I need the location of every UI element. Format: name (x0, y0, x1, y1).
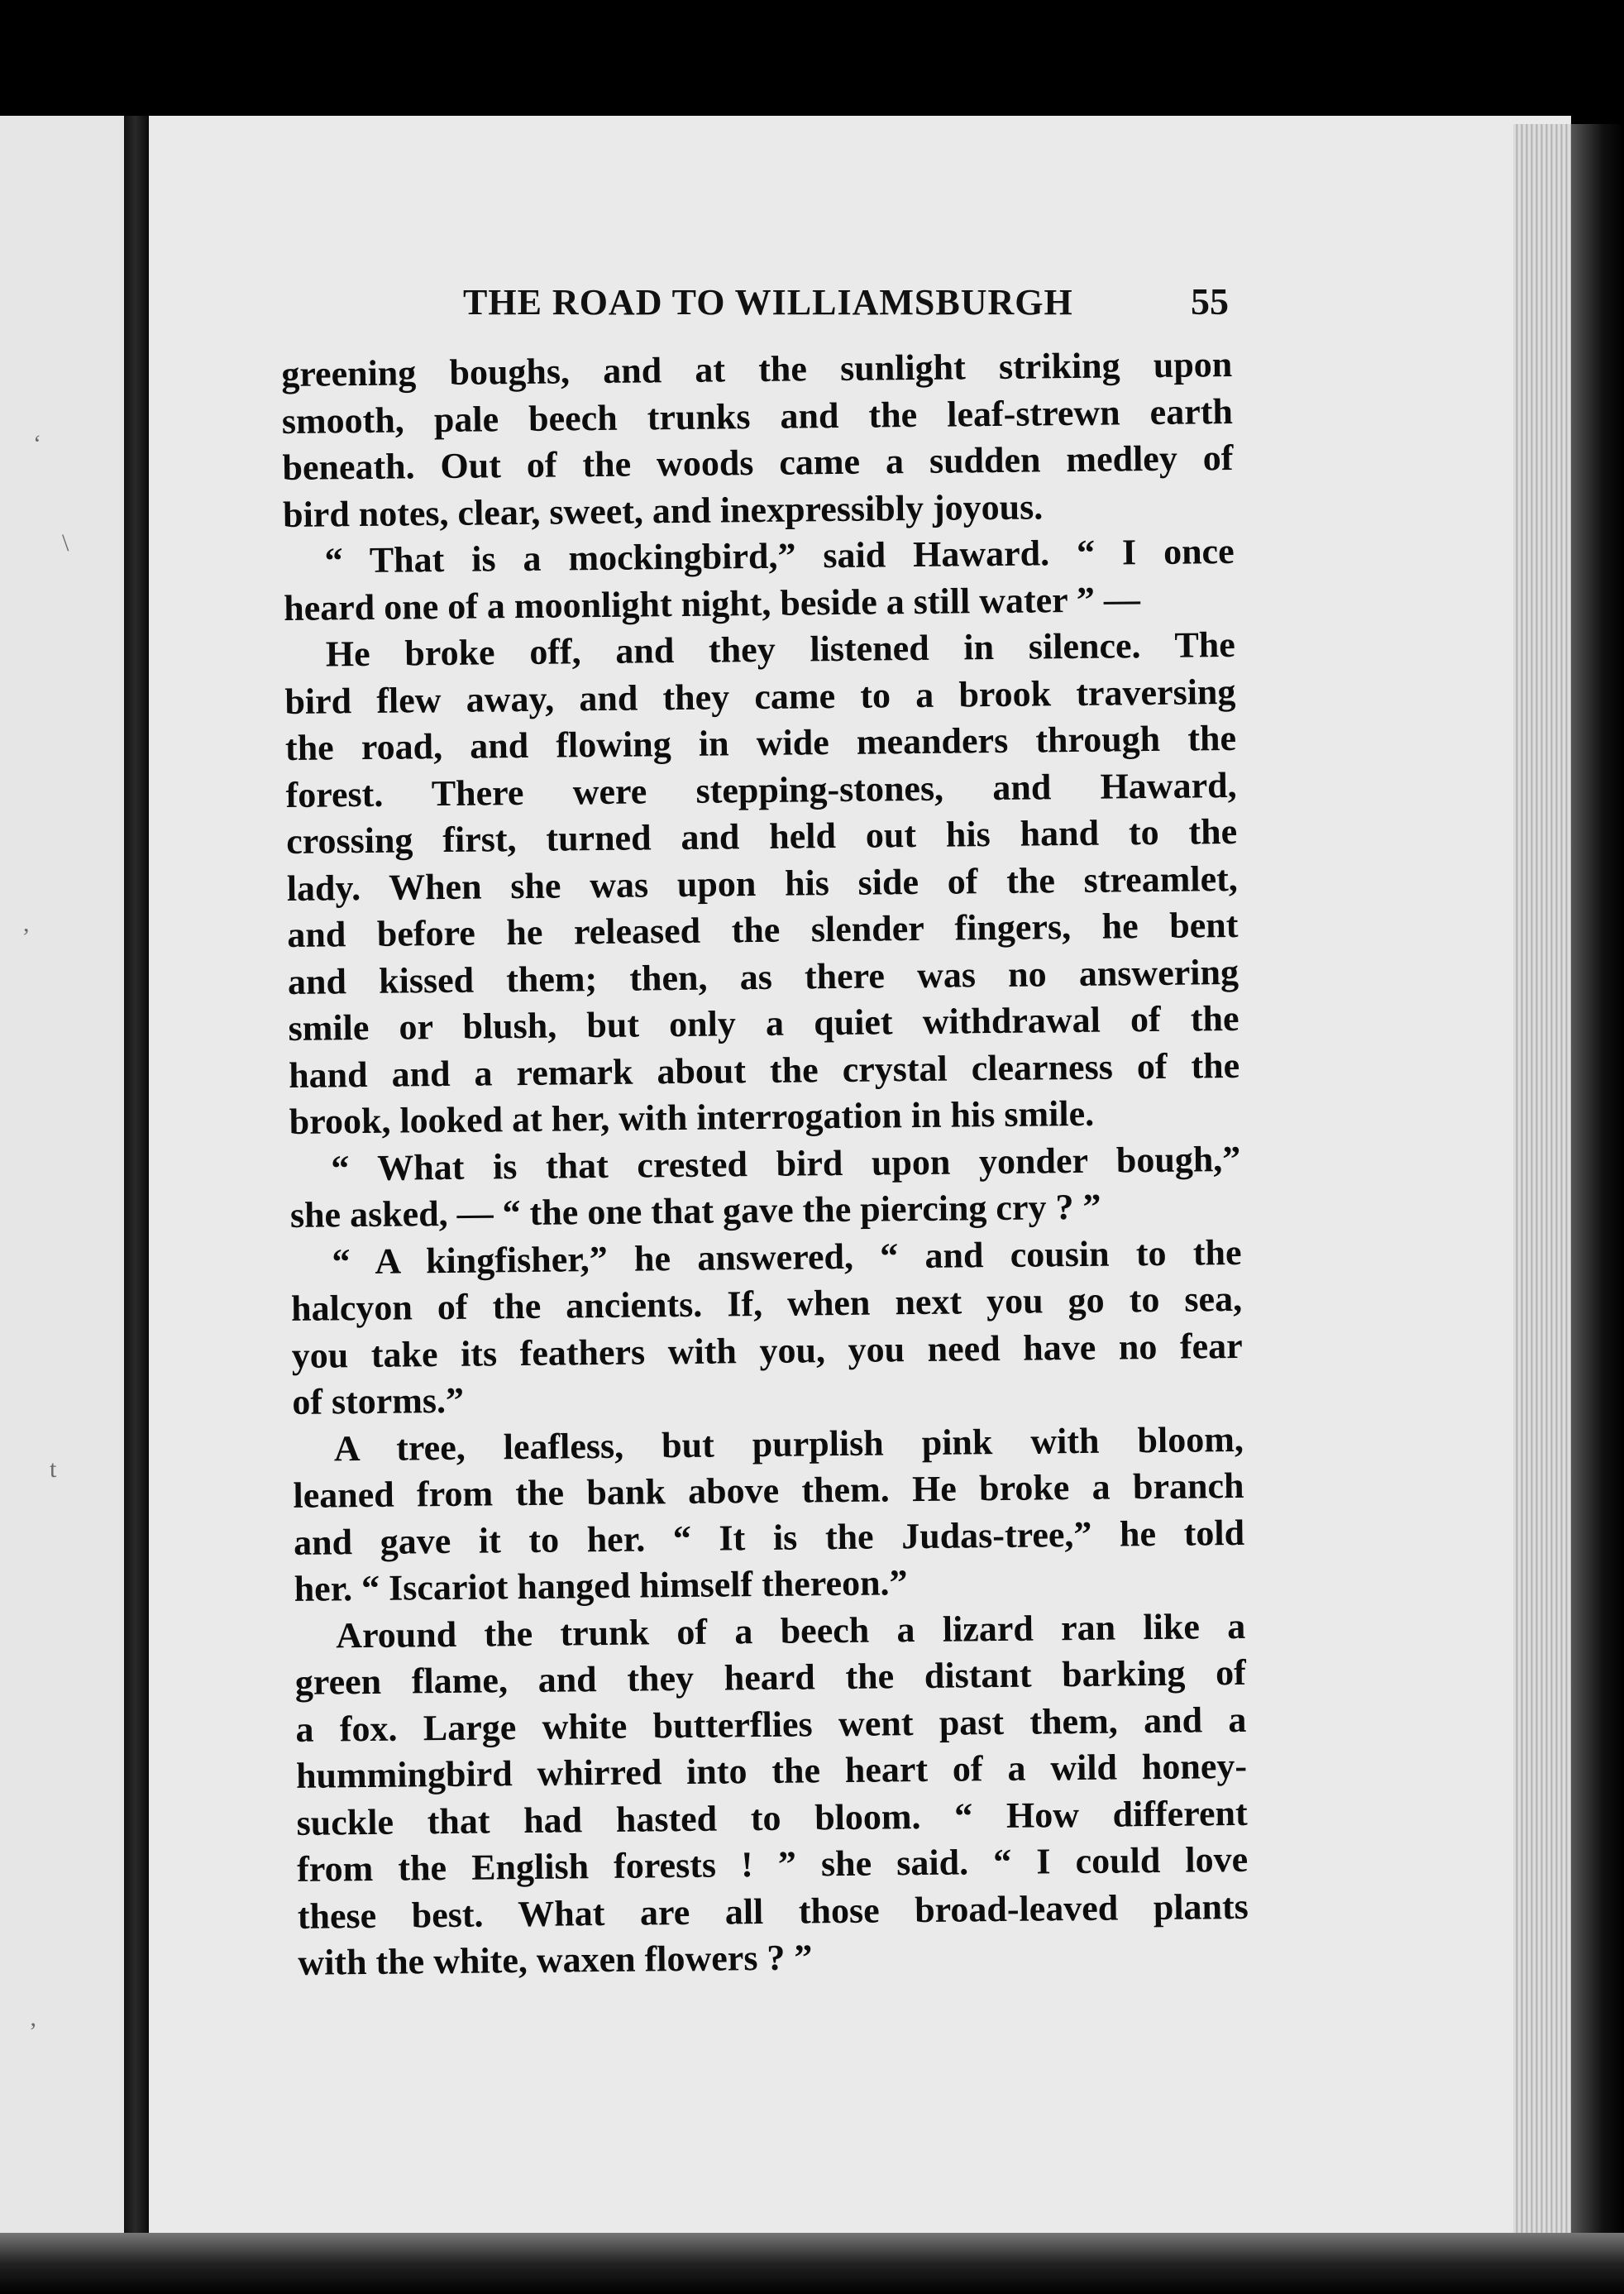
text-line: smile or blush, but only a quiet withdrawal of the (288, 997, 1239, 1049)
text-line: heard one of a moonlight night, beside a still water ” — (283, 578, 1141, 628)
text-line: the road, and flowing in wide meanders through the (284, 717, 1237, 768)
book-spine-gutter (124, 116, 149, 2266)
text-line: leaned from the bank above them. He broke a branch (293, 1465, 1244, 1516)
text-line: halcyon of the ancients. If, when next you go to sea, (290, 1278, 1243, 1329)
text-line: green flame, and they heard the distant barking of (294, 1651, 1247, 1703)
text-line: of storms.” (292, 1379, 465, 1422)
text-line: suckle that had hasted to bloom. “ How different (296, 1792, 1248, 1843)
text-line: lady. When she was upon his side of the streamlet, (286, 858, 1238, 909)
text-line: hand and a remark about the crystal clearness of the (288, 1044, 1240, 1096)
page-number: 55 (1191, 280, 1229, 323)
text-line: bird notes, clear, sweet, and inexpressibly joyous. (282, 485, 1044, 535)
text-line: “ A kingfisher,” he answered, “ and cousin to the (332, 1231, 1242, 1282)
text-line: A tree, leafless, but purplish pink with bloom, (333, 1418, 1244, 1469)
text-line: a fox. Large white butterflies went past them, and a (295, 1699, 1247, 1750)
bleed-through-mark: \ (62, 529, 69, 557)
text-line: from the English forests ! ” she said. “ I could love (296, 1838, 1249, 1890)
text-line: you take its feathers with you, you need have no fear (291, 1325, 1243, 1376)
previous-page-strip (0, 116, 132, 2233)
bleed-through-mark: ‘ (33, 430, 41, 457)
text-line: greening boughs, and at the sunlight striking upon (281, 343, 1233, 394)
text-line: He broke off, and they listened in silence. The (325, 624, 1236, 675)
page-edge-shadow (1571, 124, 1624, 2294)
bleed-through-mark: ’ (29, 2018, 37, 2045)
text-line: forest. There were stepping-stones, and Haward, (285, 764, 1237, 815)
text-line: and gave it to her. “ It is the Judas-tree,” he told (293, 1512, 1245, 1563)
text-line: with the white, waxen flowers ? ” (298, 1937, 813, 1983)
body-text (281, 342, 1249, 1986)
text-line: and before he released the slender fingers, he bent (287, 904, 1239, 955)
text-line: “ That is a mockingbird,” said Haward. “ I once (324, 530, 1235, 581)
text-line: and kissed them; then, as there was no answering (287, 951, 1239, 1002)
text-line: smooth, pale beech trunks and the leaf-strewn earth (281, 390, 1234, 442)
text-line: “ What is that crested bird upon yonder bough,” (331, 1138, 1241, 1188)
text-line: Around the trunk of a beech a lizard ran like a (336, 1605, 1246, 1656)
text-line: brook, looked at her, with interrogation in his smile. (289, 1092, 1095, 1142)
text-line: these best. What are all those broad-leaved plants (297, 1885, 1249, 1937)
text-line: crossing first, turned and held out his hand to the (285, 810, 1238, 862)
text-line: beneath. Out of the woods came a sudden medley of (282, 437, 1234, 488)
bleed-through-mark: t (50, 1455, 57, 1483)
text-line: her. “ Iscariot hanged himself thereon.” (294, 1562, 908, 1609)
running-head-title: THE ROAD TO WILLIAMSBURGH (463, 282, 1073, 323)
bleed-through-mark: , (23, 910, 30, 937)
text-line: hummingbird whirred into the heart of a wild honey- (295, 1745, 1248, 1796)
text-line: bird flew away, and they came to a brook traversing (284, 671, 1236, 722)
scan-border-bottom (0, 2233, 1624, 2294)
text-line: she asked, — “ the one that gave the piercing cry ? ” (289, 1186, 1101, 1235)
scan-border-top (0, 0, 1624, 124)
